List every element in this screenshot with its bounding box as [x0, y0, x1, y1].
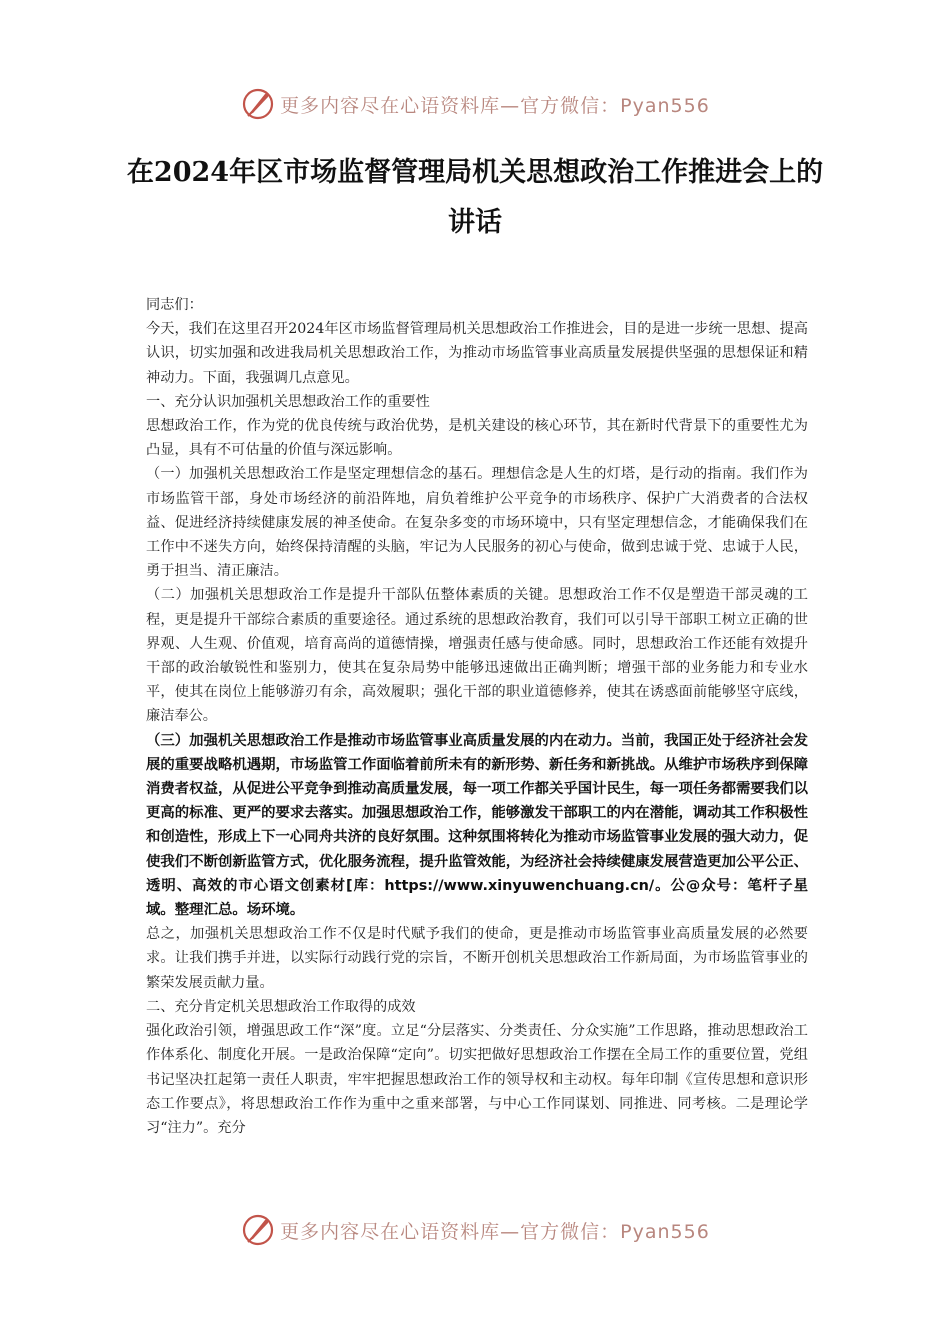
paragraph: （二）加强机关思想政治工作是提升干部队伍整体素质的关键。思想政治工作不仅是塑造干部灵魂的工程，更是提升干部综合素质的重要途径。通过系统的思想政治教育，我们可以引导干部职工树立正确的世界观、人生观、价值观，培育高尚的道德情操，增强责任感与使命感。同时，思想政治工作还能有效提升干部的政治敏锐性和鉴别力，使其在复杂局势中能够迅速做出正确判断；增强干部的业务能力和专业水平，使其在岗位上能够游刃有余，高效履职；强化干部的职业道德修养，使其在诱惑面前能够坚守底线，廉洁奉公。: [146, 587, 808, 725]
paragraph: 强化政治引领，增强思政工作“深”度。立足“分层落实、分类责任、分众实施”工作思路，推动思想政治工作体系化、制度化开展。一是政治保障“定向”。切实把做好思想政治工作摆在全局工作的重要位置，党组书记坚决扛起第一责任人职责，牢牢把握思想政治工作的领导权和主动权。每年印制《宣传思想和意识形态工作要点》，将思想政治工作作为重中之重来部署，与中心工作同谋划、同推进、同考核。二是理论学习“注力”。充分: [146, 1023, 808, 1136]
paragraph: 思想政治工作，作为党的优良传统与政治优势，是机关建设的核心环节，其在新时代背景下的重要性尤为凸显，具有不可估量的价值与深远影响。: [146, 418, 808, 459]
quill-logo-icon: [240, 1212, 276, 1248]
paragraph: 总之，加强机关思想政治工作不仅是时代赋予我们的使命，更是推动市场监管事业高质量发展的必然要求。让我们携手并进，以实际行动践行党的宗旨，不断开创机关思想政治工作新局面，为市场监管事业的繁荣发展贡献力量。: [146, 926, 808, 991]
paragraph: 一、充分认识加强机关思想政治工作的重要性: [146, 393, 430, 410]
paragraph: 今天，我们在这里召开2024年区市场监督管理局机关思想政治工作推进会，目的是进一步统一思想、提高认识，切实加强和改进我局机关思想政治工作，为推动市场监管事业高质量发展提供坚强的思想保证和精神动力。下面，我强调几点意见。: [146, 321, 808, 386]
watermark-banner-bottom: [0, 1210, 950, 1250]
watermark-banner-top: [0, 84, 950, 124]
paragraph: 二、充分肯定机关思想政治工作取得的成效: [146, 998, 416, 1015]
watermark-text: 更多内容尽在心语资料库—官方微信：Pyan556: [280, 1220, 710, 1243]
paragraph: （一）加强机关思想政治工作是坚定理想信念的基石。理想信念是人生的灯塔，是行动的指南。我们作为市场监管干部，身处市场经济的前沿阵地，肩负着维护公平竞争的市场秩序、保护广大消费者的合法权益、促进经济持续健康发展的神圣使命。在复杂多变的市场环境中，只有坚定理想信念，才能确保我们在工作中不迷失方向，始终保持清醒的头脑，牢记为人民服务的初心与使命，做到忠诚于党、忠诚于人民，勇于担当、清正廉洁。: [146, 466, 808, 580]
watermark-text: 更多内容尽在心语资料库—官方微信：Pyan556: [280, 94, 710, 117]
document-title: 在2024年区市场监督管理局机关思想政治工作推进会上的讲话: [126, 157, 824, 238]
paragraph: （三）加强机关思想政治工作是推动市场监管事业高质量发展的内在动力。当前，我国正处于经济社会发展的重要战略机遇期，市场监管工作面临着前所未有的新形势、新任务和新挑战。从维护市场秩序到保障消费者权益，从促进公平竞争到推动高质量发展，每一项工作都关乎国计民生，每一项任务都需要我们以更高的标准、更严的要求去落实。加强思想政治工作，能够激发干部职工的内在潜能，调动其工作积极性和创造性，形成上下一心同舟共济的良好氛围。这种氛围将转化为推动市场监管事业发展的强大动力，促使我们不断创新监管方式，优化服务流程，提升监管效能，为经济社会持续健康发展营造更加公平公正、透明、高效的市心语文创素材[库：https://www.xinyuwenchuang.cn/。公@众号：笔杆子星域。整理汇总。场环境。: [146, 732, 808, 919]
paragraph: 同志们：: [146, 297, 203, 313]
quill-logo-icon: [240, 86, 276, 122]
document-body: [146, 293, 808, 1140]
